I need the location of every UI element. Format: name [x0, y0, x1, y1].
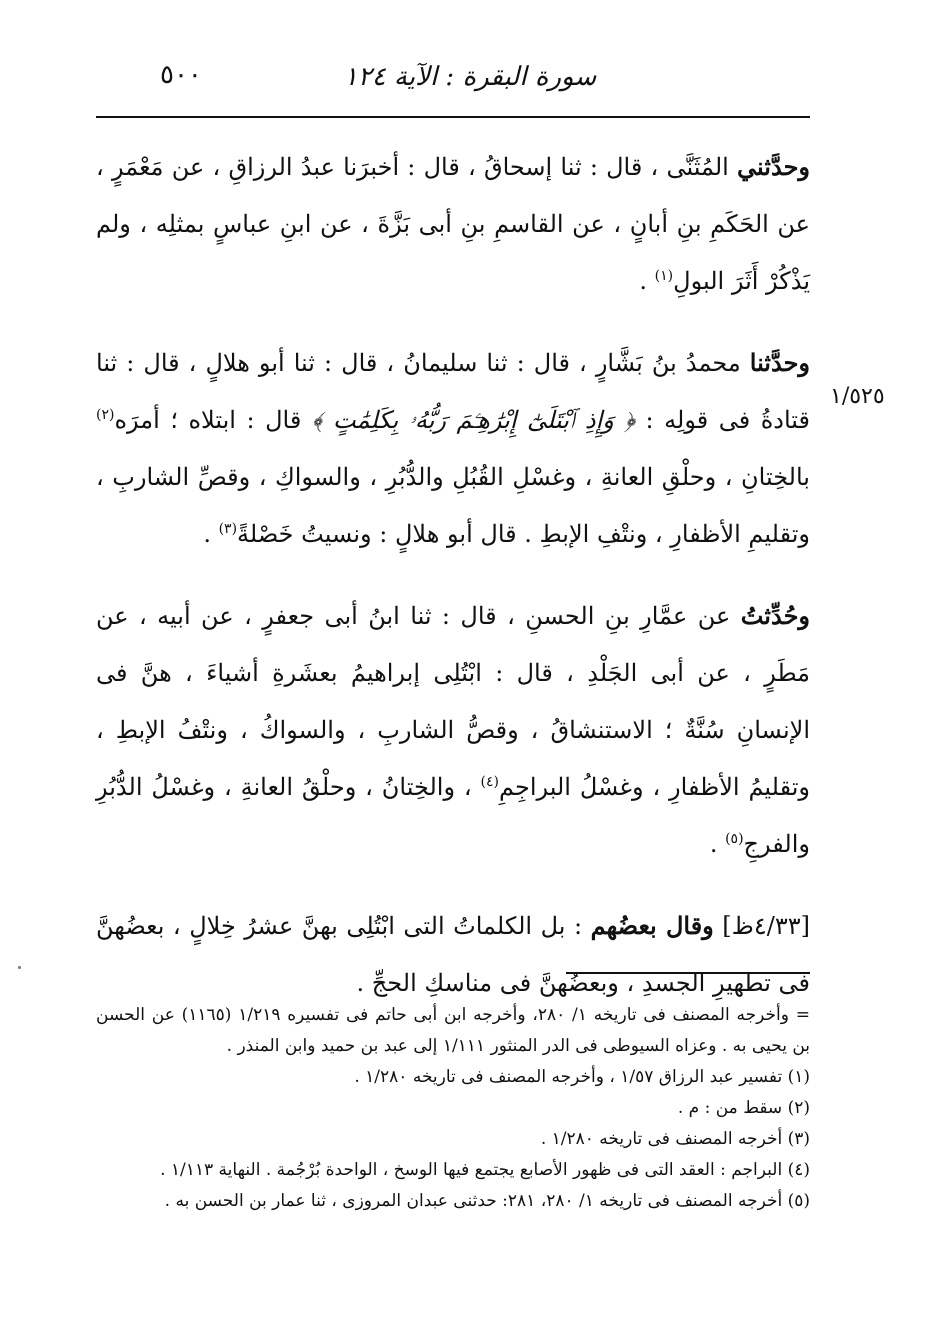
paragraph-lead: وحُدِّثتُ: [740, 601, 810, 630]
footnotes: [96, 1000, 810, 1217]
page-number: ٥٠٠: [160, 60, 202, 90]
paragraph-1: [96, 138, 810, 310]
footnote-2: (٢) سقط من : م .: [677, 1098, 810, 1118]
paragraph-2: [96, 334, 810, 563]
paragraph-end: .: [203, 520, 219, 548]
folio-reference: [٤/٣٣ظ]: [713, 912, 811, 940]
main-text: [96, 138, 810, 1036]
footnote-marker: (٤): [480, 774, 500, 790]
paragraph-lead: وقال بعضُهم: [590, 911, 714, 940]
paragraph-lead: وحدَّثنا: [749, 348, 811, 377]
paragraph-end: .: [709, 830, 726, 858]
paragraph-3: [96, 587, 810, 873]
footnote-1: (١) تفسير عبد الرزاق ١/٥٧ ، وأخرجه المصنف فى تاريخه ١/٢٨٠ .: [354, 1067, 810, 1087]
footnote-continuation: = وأخرجه المصنف فى تاريخه ١/ ٢٨٠، وأخرجه ابن أبى حاتم فى تفسيره ١/٢١٩ (١١٦٥) عن الحسن بن يحيى به . وعزاه السيوطى فى الدر المنثور ١/١١١ إلى عبد بن حميد وابن المنذر .: [96, 1005, 810, 1056]
footnote-marker: (٣): [218, 521, 238, 537]
footnote-3: (٣) أخرجه المصنف فى تاريخه ١/٢٨٠ .: [540, 1129, 810, 1149]
footnote-5: (٥) أخرجه المصنف فى تاريخه ١/ ٢٨٠، ٢٨١: حدثنى عبدان المروزى ، ثنا عمار بن الحسن به .: [164, 1191, 810, 1211]
paragraph-text: المُثَنَّى ، قال : ثنا إسحاقُ ، قال : أخبرَنا عبدُ الرزاقِ ، عن مَعْمَرٍ ، عن الحَكَمِ بنِ أبانٍ ، عن القاسمِ بنِ أبى بَزَّةَ ، عن ابنِ عباسٍ بمثلِه ، ولم يَذْكُرْ أَثَرَ البولِ: [96, 153, 810, 295]
margin-reference: ١/٥٢٥: [830, 384, 885, 409]
footnote-marker: (١): [654, 268, 674, 284]
footnote-marker: (٥): [725, 831, 744, 847]
paragraph-lead: وحدَّثني: [737, 152, 810, 181]
footnote-marker: (٢): [96, 407, 115, 423]
paragraph-text: : بل الكلماتُ التى ابْتُلِى بهنَّ عشرُ خِلالٍ ، بعضُهنَّ فى تطهيرِ الجسدِ ، وبعضُهنَّ فى مناسكِ الحجِّ .: [96, 912, 810, 997]
paragraph-text: عن عمَّارِ بنِ الحسنِ ، قال : ثنا ابنُ أبى جعفرٍ ، عن أبيه ، عن مَطَرٍ ، عن أبى الجَلْدِ ، قال : ابْتُلِى إبراهيمُ بعشَرةِ أشياءَ ، هنَّ فى الإنسانِ سُنَّةٌ ؛ الاستنشاقُ ، وقصُّ الشاربِ ، والسواكُ ، ونتْفُ الإبطِ ، وتقليمُ الأظفارِ ، وغسْلُ البراجِمِ: [96, 602, 811, 801]
footnote-4: (٤) البراجم : العقد التى فى ظهور الأصابع يجتمع فيها الوسخ ، الواحدة بُرْجُمة . النهاية ١/١١٣ .: [160, 1160, 810, 1180]
paragraph-text: ، والخِتانُ ، وحلْقُ العانةِ ، وغسْلُ الدُّبُرِ والفرجِ: [96, 773, 810, 858]
paragraph-text: محمدُ بنُ بَشَّارٍ ، قال : ثنا سليمانُ ، قال : ثنا أبو هلالٍ ، قال : ثنا قتادةُ فى قولِه :: [96, 349, 811, 434]
quran-verse: ﴿ وَإِذِ ٱبْتَلَىٰٓ إِبْرَٰهِـۧمَ رَبُّهُۥ بِكَلِمَٰتٍ ﴾: [311, 406, 636, 434]
footnote-separator: [566, 972, 810, 974]
paragraph-text: بالخِتانِ ، وحلْقِ العانةِ ، وغسْلِ القُبُلِ والدُّبُرِ ، والسواكِ ، وقصِّ الشاربِ ، وتقليمِ الأظفارِ ، ونتْفِ الإبطِ . قال أبو هلالٍ : ونسيتُ خَصْلةً: [96, 463, 810, 548]
running-header-title: سورة البقرة : الآية ١٢٤: [343, 62, 597, 92]
scan-speck: [18, 966, 21, 969]
paragraph-text: قال : ابتلاه ؛ أمرَه: [114, 406, 312, 434]
header-rule: [96, 116, 810, 118]
paragraph-4: [96, 897, 810, 1012]
paragraph-end: .: [639, 267, 655, 295]
